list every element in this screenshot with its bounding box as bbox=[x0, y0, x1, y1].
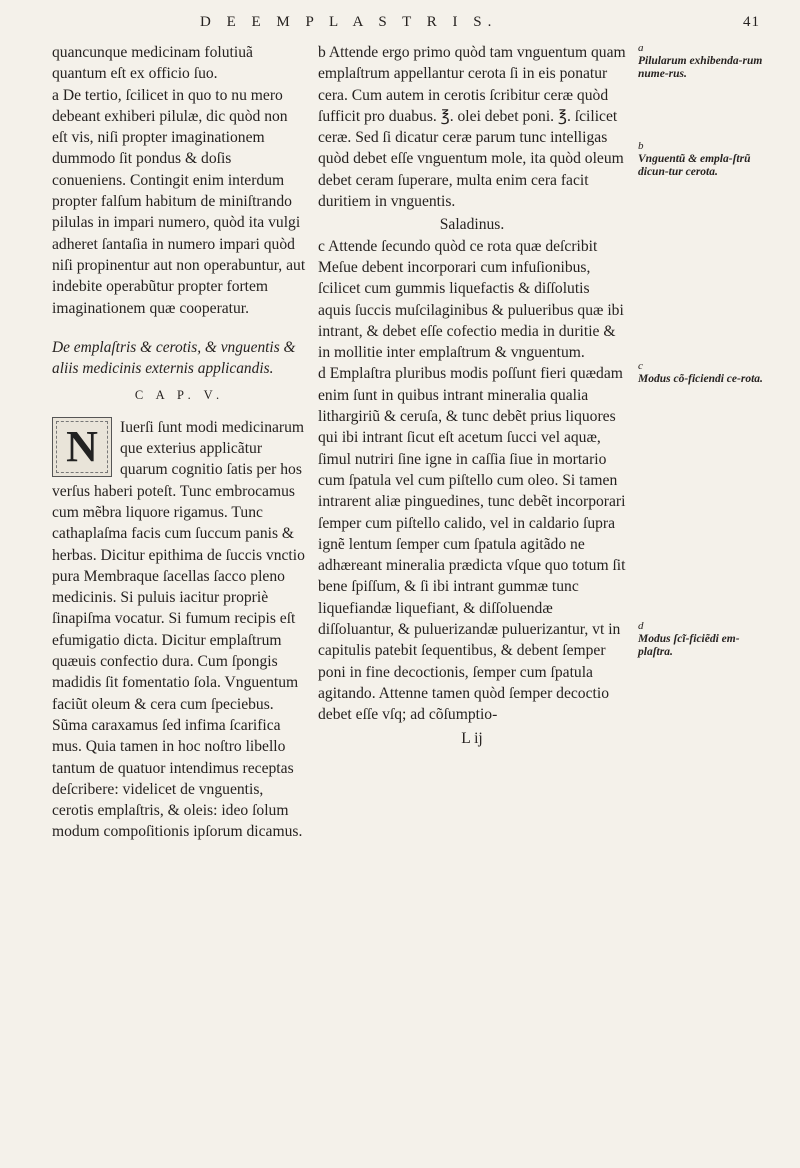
paragraph-d: d Emplaſtra pluribus modis poſſunt fieri quædam enim ſunt in quibus intrant mineralia qualia lithargiriũ & ceruſa, & tunc debẽt prius liquores qui ibi intrant ſicut eſt acetum ſucci vel aquæ, ſimul nutriri ſine igne in caſſia ſiue in mortario cum ſpatula vel cum piſtello cum oleo. Si tamen intrarent aliæ pinguedines, tunc debẽt incorporari ſemper cum piſtello calido, vel in caldario ſupra ignẽ lentum ſemper cum ſpatula agitãdo ne adhæreant mineralia prædicta vſque quo totum ſit bene ſpiſſum, & ſi ibi intrant gummæ tunc liquefiandæ liquefiant, & diſſoluendæ diſſoluantur, & puluerizandæ puluerizantur, vt in capitulis patebit ſequentibus, & debent ſemper poni in fine decoctionis, ſemper cum ſpatula agitando. Attenne tamen quòd ſemper decoctio debet eſſe vſq; ad cõſumptio- bbox=[318, 365, 626, 724]
chapter-text: Iuerſi ſunt modi medicinarum que exterius applicãtur quarum cognitio ſatis per hos verſus haberi poteſt. Tunc embrocamus cum mẽbra liquore rigamus. Tunc cathaplaſma facis cum ſuccum panis & herbas. Dicitur epithima de ſuccis vnctio pura Membraque ſacellas ſacco pleno medicinis. Si puluis iacitur propriè ſinapiſma vocatur. Si fumum recipis eſt efumigatio dicta. Dicitur emplaſtrum quæuis confectio dura. Cum ſpongis madidis ſit fomentatio ſola. Vnguentum faciũt oleum & cera cum ſpeciebus. Sũma caraxamus ſed infima ſcarifica mus. Quia tamen in hoc noſtro libello tantum de quatuor intendimus receptas deſcribere: videlicet de vnguentis, cerotis emplaſtris, & oleis: ideo ſolum modum compoſitionis ipſorum dicamus. bbox=[52, 418, 305, 841]
paragraph-opening: quancunque medicinam folutiuã quantum eſt ex officio ſuo. bbox=[52, 44, 253, 83]
paragraph-b: b Attende ergo primo quòd tam vnguentum quam emplaſtrum appellantur cerota ſi in eis ponatur cera. Cum autem in cerotis ſcribitur ceræ quòd ſufficit pro duabus. ℥. olei debet poni. ℥. ſcilicet ceræ. Sed ſi dicatur ceræ parum tunc intelligas quòd debet eſſe vnguentum mole, ita quòd oleum debet ceram ſuperare, multa enim cera facit duritiem in vnguentis. bbox=[318, 44, 626, 211]
margin-note-letter: a bbox=[638, 42, 644, 54]
chapter-number: C A P. V. bbox=[134, 388, 225, 403]
margin-note-text: Modus ſcĩ-ficiẽdi em-plaſtra. bbox=[638, 633, 740, 658]
page-number: 41 bbox=[743, 14, 760, 30]
margin-note-text: Vnguentũ & empla-ſtrũ dicun-tur cerota. bbox=[638, 153, 751, 178]
catchword-signature: L ij bbox=[461, 729, 483, 747]
margin-note-b bbox=[638, 140, 768, 179]
running-header bbox=[200, 12, 760, 36]
margin-note-letter: b bbox=[638, 140, 644, 152]
margin-note-d bbox=[638, 620, 768, 659]
margin-note-letter: c bbox=[638, 360, 643, 372]
running-title: D E E M P L A S T R I S. bbox=[200, 14, 498, 30]
margin-note-a bbox=[638, 42, 768, 81]
margin-note-letter: d bbox=[638, 620, 644, 632]
chapter-body bbox=[52, 417, 307, 843]
initial-letter: N bbox=[66, 422, 98, 472]
margin-note-text: Modus cõ-ficiendi ce-rota. bbox=[638, 373, 763, 385]
paragraph-a: a De tertio, ſcilicet in quo to nu mero debeant exhiberi pilulæ, dic quòd non eſt vis, niſi propter imaginationem dummodo ſit pondus & doſis conueniens. Contingit enim interdum propter falſum habitum de miniſtrando pilulas in impari numero, quòd ita vulgi adheret ſantaſia in numero impari quòd niſi propinentur aut non operabuntur, aut indebite operabũtur propter fortem imaginationem quæ cooperatur. bbox=[52, 86, 306, 317]
margin-note-c bbox=[638, 360, 768, 386]
paragraph-c: c Attende ſecundo quòd ce rota quæ deſcribit Meſue debent incorporari cum infuſionibus, ſcilicet cum gummis liquefactis & diſſolutis aquis ſuccis muſcilaginibus & pulueribus quæ ibi intrant, & debet eſſe cofectio media in duritie & in mollitie inter emplaſtrum & vnguentum. bbox=[318, 237, 624, 362]
decorated-initial bbox=[52, 417, 112, 477]
chapter-heading: De emplaſtris & cerotis, & vnguentis & aliis medicinis externis applicandis. bbox=[52, 338, 296, 378]
author-citation: Saladinus. bbox=[439, 216, 505, 234]
left-column bbox=[52, 42, 307, 843]
margin-note-text: Pilularum exhibenda-rum nume-rus. bbox=[638, 55, 763, 80]
middle-column bbox=[318, 42, 626, 749]
